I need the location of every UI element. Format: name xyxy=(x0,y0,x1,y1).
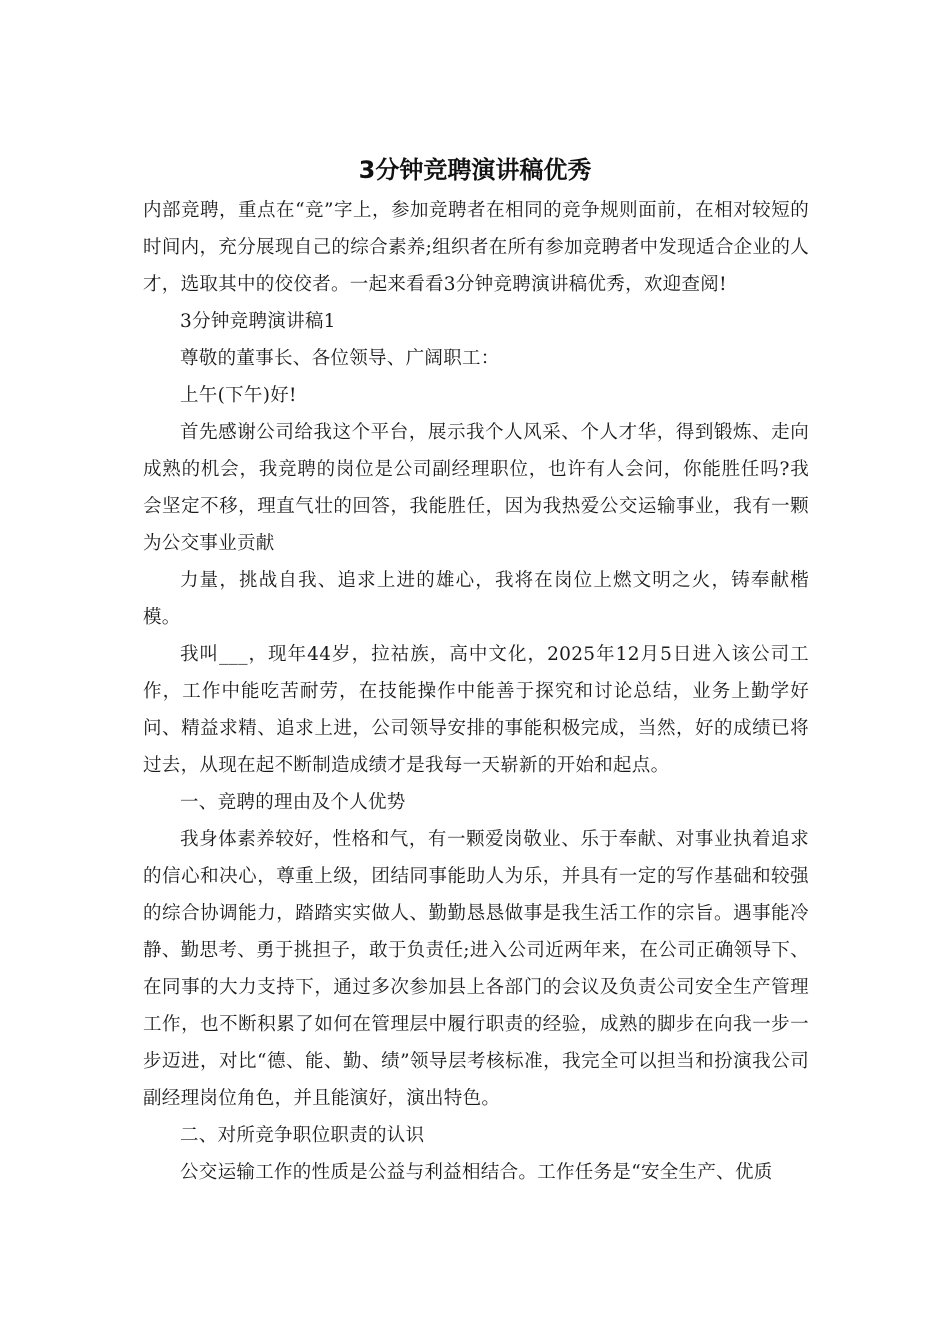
section-heading: 一、竞聘的理由及个人优势 xyxy=(180,792,406,813)
body-paragraph: 首先感谢公司给我这个平台，展示我个人风采、个人才华，得到锻炼、走向成熟的机会，我竞聘的岗位是公司副经理职位，也许有人会问，你能胜任吗?我会坚定不移，理直气壮的回答，我能胜任，因为我热爱公交运输事业，我有一颗为公交事业贡献 xyxy=(143,422,809,554)
document-body xyxy=(143,192,809,1191)
body-paragraph: 公交运输工作的性质是公益与利益相结合。工作任务是“安全生产、优质 xyxy=(180,1162,773,1183)
section-heading: 二、对所竞争职位职责的认识 xyxy=(180,1125,425,1146)
section-heading: 3分钟竞聘演讲稿1 xyxy=(180,311,336,332)
body-paragraph: 我叫___，现年44岁，拉祜族，高中文化，2025年12月5日进入该公司工作，工作中能吃苦耐劳，在技能操作中能善于探究和讨论总结，业务上勤学好问、精益求精、追求上进，公司领导安排的事能积极完成，当然，好的成绩已将过去，从现在起不断制造成绩才是我每一天崭新的开始和起点。 xyxy=(143,644,809,776)
document-title: 3分钟竞聘演讲稿优秀 xyxy=(358,156,592,184)
salutation: 尊敬的董事长、各位领导、广阔职工： xyxy=(180,348,500,369)
intro-paragraph: 内部竞聘，重点在“竞”字上，参加竞聘者在相同的竞争规则面前，在相对较短的时间内，充分展现自己的综合素养;组织者在所有参加竞聘者中发现适合企业的人才，选取其中的佼佼者。一起来看看3分钟竞聘演讲稿优秀，欢迎查阅! xyxy=(143,200,809,295)
body-paragraph: 我身体素养较好，性格和气，有一颗爱岗敬业、乐于奉献、对事业执着追求的信心和决心，尊重上级，团结同事能助人为乐，并具有一定的写作基础和较强的综合协调能力，踏踏实实做人、勤勤恳恳做事是我生活工作的宗旨。遇事能冷静、勤思考、勇于挑担子，敢于负责任;进入公司近两年来，在公司正确领导下、在同事的大力支持下，通过多次参加县上各部门的会议及负责公司安全生产管理工作，也不断积累了如何在管理层中履行职责的经验，成熟的脚步在向我一步一步迈进，对比“德、能、勤、绩”领导层考核标准，我完全可以担当和扮演我公司副经理岗位角色，并且能演好，演出特色。 xyxy=(143,829,809,1109)
body-paragraph: 力量，挑战自我、追求上进的雄心，我将在岗位上燃文明之火，铸奉献楷模。 xyxy=(143,570,809,628)
greeting: 上午(下午)好! xyxy=(180,385,297,406)
